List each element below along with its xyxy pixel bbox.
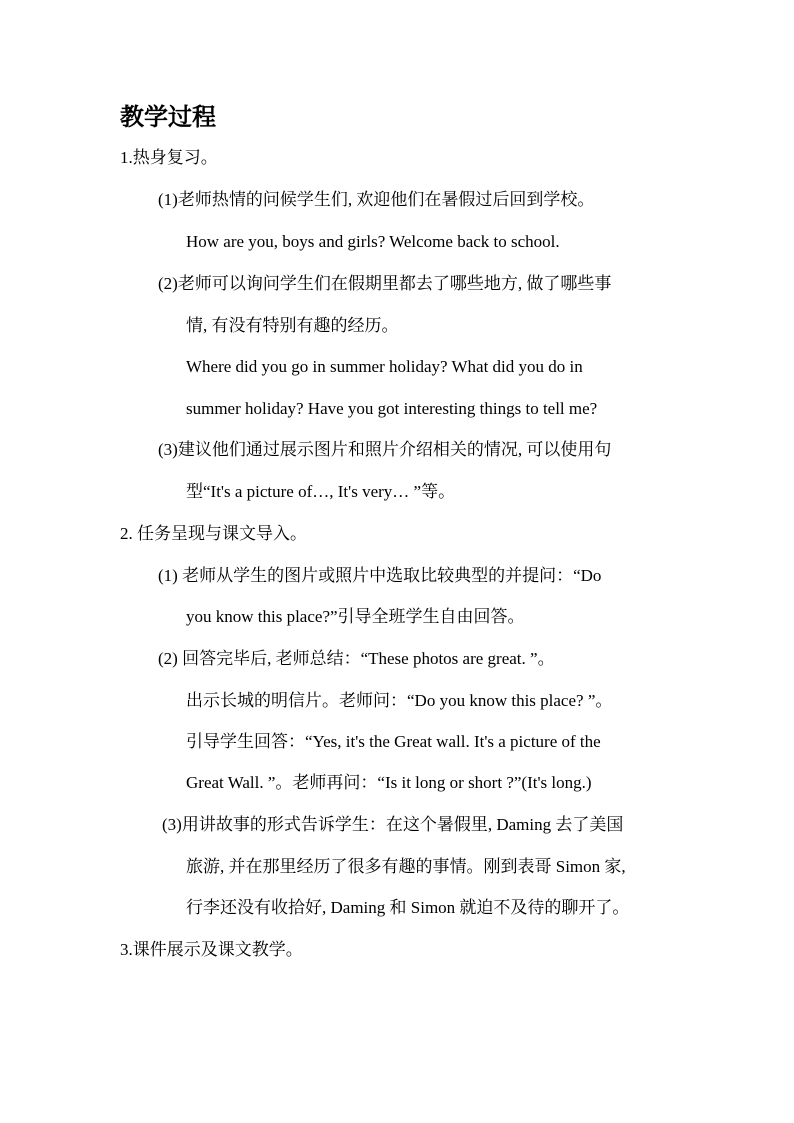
paragraph-line: 情, 有没有特别有趣的经历。 xyxy=(186,316,399,335)
section-heading-2: 2. 任务呈现与课文导入。 xyxy=(120,524,307,543)
section-heading-3: 3.课件展示及课文教学。 xyxy=(120,940,303,959)
paragraph-line: (2) 回答完毕后, 老师总结：“These photos are great. ”。 xyxy=(158,649,555,668)
paragraph-line: 引导学生回答：“Yes, it's the Great wall. It's a picture of the xyxy=(186,732,601,751)
paragraph-line: (1) 老师从学生的图片或照片中选取比较典型的并提问：“Do xyxy=(158,566,602,585)
paragraph-line: (1)老师热情的问候学生们, 欢迎他们在暑假过后回到学校。 xyxy=(158,190,595,209)
page-title: 教学过程 xyxy=(120,105,216,131)
paragraph-line: (2)老师可以询问学生们在假期里都去了哪些地方, 做了哪些事 xyxy=(158,274,612,293)
paragraph-line: summer holiday? Have you got interesting things to tell me? xyxy=(186,399,598,418)
paragraph-line: you know this place?”引导全班学生自由回答。 xyxy=(186,607,525,626)
paragraph-line: 行李还没有收拾好, Daming 和 Simon 就迫不及待的聊开了。 xyxy=(186,898,630,917)
paragraph-line: How are you, boys and girls? Welcome back to school. xyxy=(186,232,560,251)
paragraph-line: 型“It's a picture of…, It's very… ”等。 xyxy=(186,482,456,501)
paragraph-line: Great Wall. ”。老师再问：“Is it long or short ?”(It's long.) xyxy=(186,773,592,792)
paragraph-line: Where did you go in summer holiday? What did you do in xyxy=(186,357,583,376)
section-heading-1: 1.热身复习。 xyxy=(120,148,218,167)
paragraph-line: 旅游, 并在那里经历了很多有趣的事情。刚到表哥 Simon 家, xyxy=(186,857,626,876)
paragraph-line: (3)建议他们通过展示图片和照片介绍相关的情况, 可以使用句 xyxy=(158,440,612,459)
paragraph-line: (3)用讲故事的形式告诉学生：在这个暑假里, Daming 去了美国 xyxy=(162,815,624,834)
paragraph-line: 出示长城的明信片。老师问：“Do you know this place? ”。 xyxy=(186,691,613,710)
